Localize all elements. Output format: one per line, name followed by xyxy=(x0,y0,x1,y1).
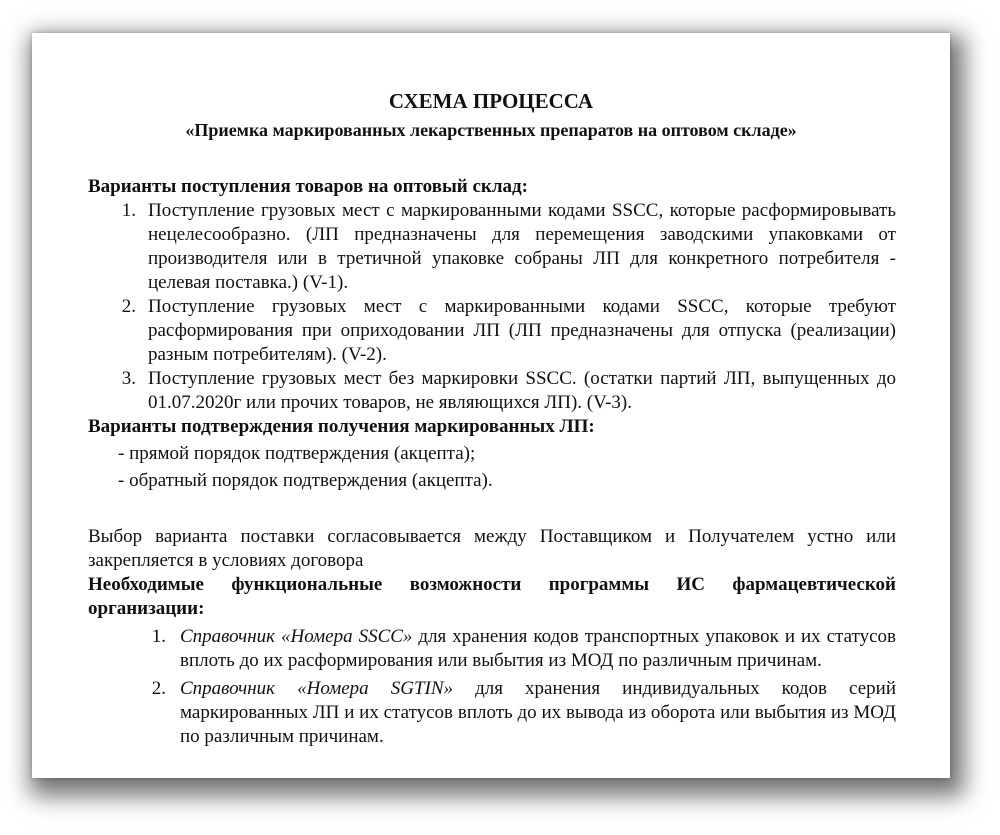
list-text: Поступление грузовых мест без маркировки SSCC. (остатки партий ЛП, выпущенных до 01.07.2020г или прочих товаров, не являющихся ЛП). (V-3). xyxy=(148,368,896,413)
page-subtitle: «Приемка маркированных лекарственных препаратов на оптовом складе» xyxy=(185,120,797,140)
list-number: 2. xyxy=(121,296,136,317)
document-page xyxy=(32,33,950,778)
list-number: 1. xyxy=(121,200,136,221)
list-italic-term: Справочник «Номера SGTIN» xyxy=(180,678,454,699)
page-title: СХЕМА ПРОЦЕССА xyxy=(388,89,594,113)
list-number: 2. xyxy=(151,678,166,699)
list-number: 1. xyxy=(151,626,166,647)
paragraph: Выбор варианта поставки согласовывается между Поставщиком и Получателем устно или закрепляется в условиях договора xyxy=(88,526,896,571)
list-item xyxy=(88,295,896,367)
section-heading: Варианты подтверждения получения маркированных ЛП: xyxy=(88,416,595,437)
list-item xyxy=(88,625,896,673)
list-italic-term: Справочник «Номера SSCC» xyxy=(180,626,413,647)
section-heading: Необходимые функциональные возможности программы ИС фармацевтической организации: xyxy=(88,574,896,619)
section-delivery-variants xyxy=(88,175,896,749)
list-text: для хранения индивидуальных кодов серий маркированных ЛП и их статусов вплоть до их вывода из оборота или выбытия из МОД по различным причинам. xyxy=(180,678,896,747)
section-heading: Варианты поступления товаров на оптовый склад: xyxy=(88,176,528,197)
list-text: Поступление грузовых мест с маркированными кодами SSCC, которые требуют расформирования при оприходовании ЛП (ЛП предназначены для отпуска (реализации) разным потребителям). (V-2). xyxy=(148,296,896,365)
list-item xyxy=(88,367,896,415)
list-item: - обратный порядок подтверждения (акцепта). xyxy=(118,470,493,491)
list-number: 3. xyxy=(121,368,136,389)
list-text: Поступление грузовых мест с маркированными кодами SSCC, которые расформировывать нецелесообразно. (ЛП предназначены для перемещения заводскими упаковками от производителя или в третичной упаковке собраны ЛП для конкретного потребителя - целевая поставка.) (V-1). xyxy=(148,200,896,293)
list-text: для хранения кодов транспортных упаковок и их статусов вплоть до их расформирования или выбытия из МОД по различным причинам. xyxy=(180,626,896,671)
list-item: - прямой порядок подтверждения (акцепта); xyxy=(118,443,476,464)
list-item xyxy=(88,199,896,295)
list-item xyxy=(88,677,896,749)
